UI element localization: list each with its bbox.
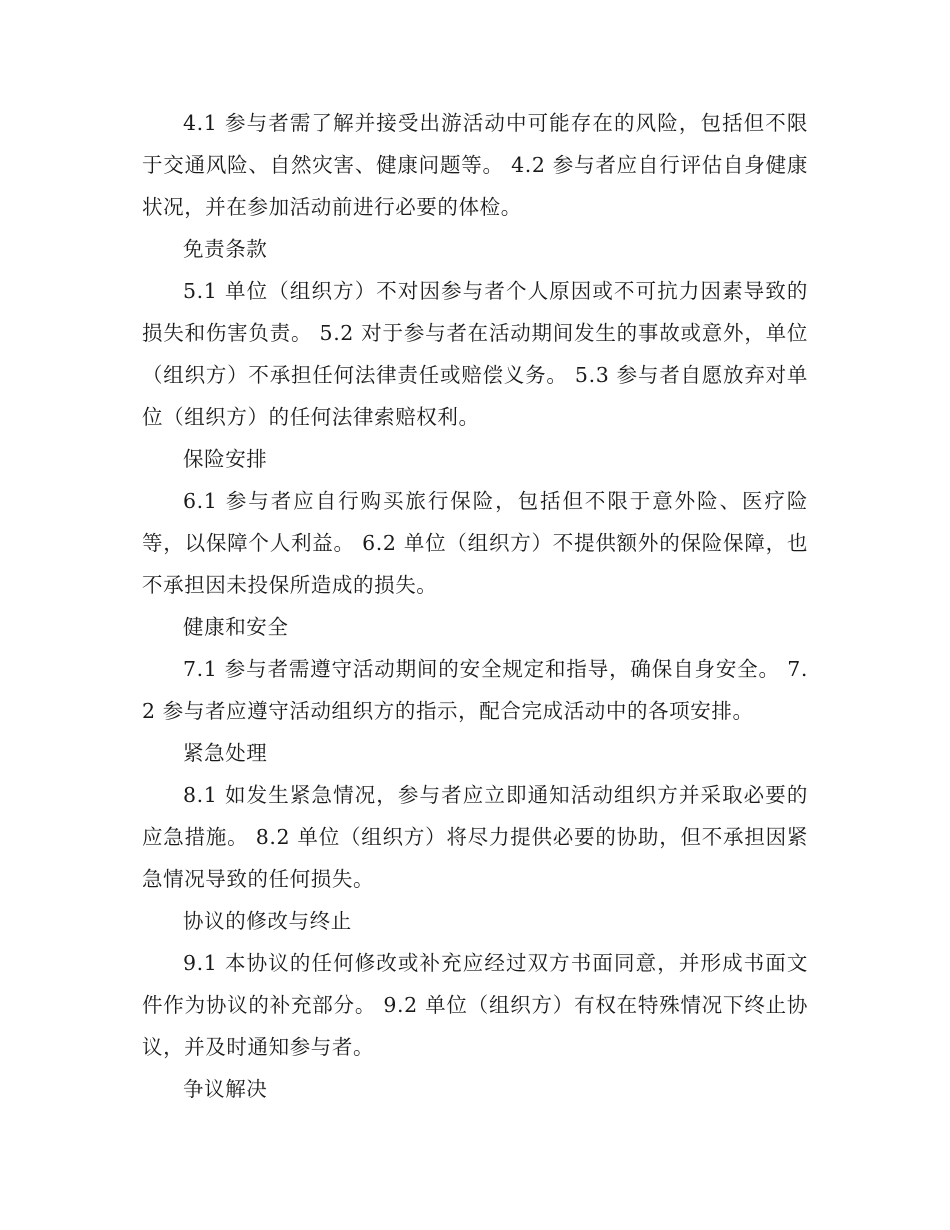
clause-7-paragraph: 7.1 参与者需遵守活动期间的安全规定和指导，确保自身安全。 7.2 参与者应遵守活动组织方的指示，配合完成活动中的各项安排。 (142, 657, 808, 723)
section-heading-health-safety: 健康和安全 (183, 615, 289, 639)
section-heading-dispute: 争议解决 (183, 1077, 268, 1101)
clause-9-paragraph: 9.1 本协议的任何修改或补充应经过双方书面同意，并形成书面文件作为协议的补充部分。 9.2 单位（组织方）有权在特殊情况下终止协议，并及时通知参与者。 (142, 951, 808, 1059)
clause-6-paragraph: 6.1 参与者应自行购买旅行保险，包括但不限于意外险、医疗险等，以保障个人利益。 6.2 单位（组织方）不提供额外的保险保障，也不承担因未投保所造成的损失。 (142, 489, 808, 597)
section-heading-emergency: 紧急处理 (183, 741, 268, 765)
clause-5-paragraph: 5.1 单位（组织方）不对因参与者个人原因或不可抗力因素导致的损失和伤害负责。 5.2 对于参与者在活动期间发生的事故或意外，单位（组织方）不承担任何法律责任或赔偿义务。 5.3 参与者自愿放弃对单位（组织方）的任何法律索赔权利。 (142, 279, 808, 429)
section-heading-amendment: 协议的修改与终止 (183, 909, 352, 933)
section-heading-disclaimer: 免责条款 (183, 237, 268, 261)
clause-4-paragraph: 4.1 参与者需了解并接受出游活动中可能存在的风险，包括但不限于交通风险、自然灾害、健康问题等。 4.2 参与者应自行评估自身健康状况，并在参加活动前进行必要的体检。 (142, 111, 808, 219)
clause-8-paragraph: 8.1 如发生紧急情况，参与者应立即通知活动组织方并采取必要的应急措施。 8.2 单位（组织方）将尽力提供必要的协助，但不承担因紧急情况导致的任何损失。 (142, 783, 808, 891)
document-page (142, 102, 808, 1110)
section-heading-insurance: 保险安排 (183, 447, 268, 471)
